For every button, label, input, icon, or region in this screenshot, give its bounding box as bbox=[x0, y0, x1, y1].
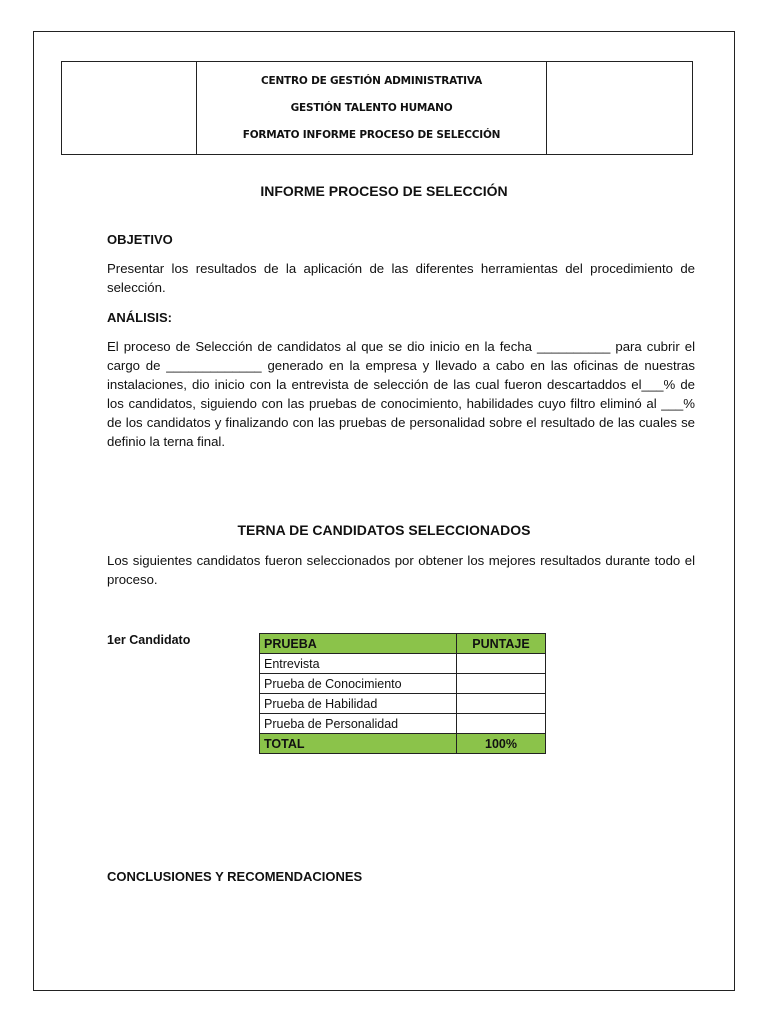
header-logo-cell bbox=[62, 62, 197, 155]
document-page bbox=[33, 31, 735, 991]
row-test-name: Prueba de Personalidad bbox=[260, 714, 457, 734]
row-score bbox=[457, 714, 546, 734]
table-row bbox=[260, 654, 546, 674]
row-test-name: Entrevista bbox=[260, 654, 457, 674]
table-row bbox=[260, 674, 546, 694]
table-row bbox=[260, 694, 546, 714]
row-test-name: Prueba de Habilidad bbox=[260, 694, 457, 714]
analisis-text: El proceso de Selección de candidatos al que se dio inicio en la fecha __________ para cubrir el cargo de _____________ generado en la empresa y llevado a cabo en las oficinas de nuestras instalaciones, dio inicio con la entrevista de selección de las cual fueron descartaddos el___% de los candidatos, siguiendo con las pruebas de conocimiento, habilidades cuyo filtro eliminó al ___% de los candidatos y finalizando con las pruebas de personalidad sobre el resultado de las cuales se definio la terna final. bbox=[107, 339, 695, 449]
row-score bbox=[457, 654, 546, 674]
header-line-2: GESTIÓN TALENTO HUMANO bbox=[290, 101, 453, 114]
header-code-cell bbox=[547, 62, 693, 155]
conclusiones-heading: CONCLUSIONES Y RECOMENDACIONES bbox=[107, 869, 363, 884]
analisis-heading: ANÁLISIS: bbox=[107, 310, 172, 325]
total-label: TOTAL bbox=[260, 734, 457, 754]
row-score bbox=[457, 674, 546, 694]
row-test-name: Prueba de Conocimiento bbox=[260, 674, 457, 694]
header-line-3: FORMATO INFORME PROCESO DE SELECCIÓN bbox=[242, 128, 501, 141]
row-score bbox=[457, 694, 546, 714]
score-table-header bbox=[260, 634, 546, 654]
candidate-label: 1er Candidato bbox=[107, 633, 191, 647]
objetivo-text: Presentar los resultados de la aplicación de las diferentes herramientas del procedimiento de selección. bbox=[107, 261, 695, 295]
table-row bbox=[260, 714, 546, 734]
objetivo-heading: OBJETIVO bbox=[107, 232, 173, 247]
terna-text: Los siguientes candidatos fueron seleccionados por obtener los mejores resultados durante todo el proceso. bbox=[107, 553, 695, 587]
score-table bbox=[259, 633, 546, 754]
header-line-1: CENTRO DE GESTIÓN ADMINISTRATIVA bbox=[260, 74, 483, 87]
total-value: 100% bbox=[457, 734, 546, 754]
score-table-total bbox=[260, 734, 546, 754]
terna-heading: TERNA DE CANDIDATOS SELECCIONADOS bbox=[237, 522, 531, 538]
header-prueba: PRUEBA bbox=[260, 634, 457, 654]
document-title: INFORME PROCESO DE SELECCIÓN bbox=[260, 183, 508, 199]
document-header bbox=[61, 61, 693, 155]
header-puntaje: PUNTAJE bbox=[457, 634, 546, 654]
header-title-cell bbox=[197, 62, 547, 155]
